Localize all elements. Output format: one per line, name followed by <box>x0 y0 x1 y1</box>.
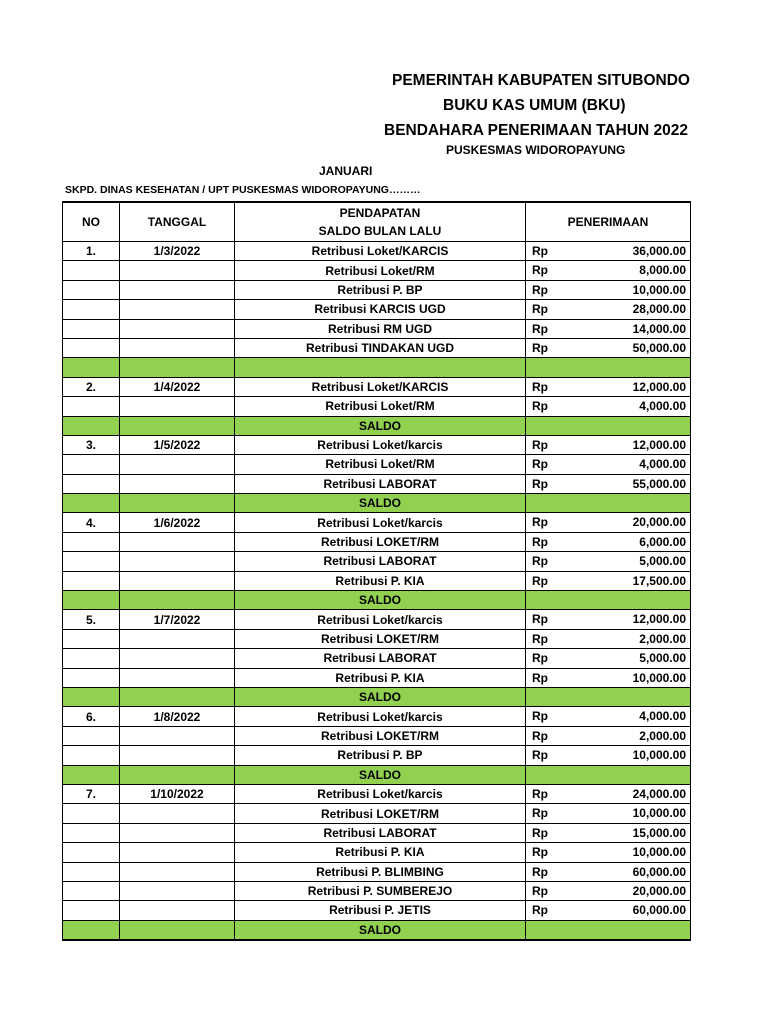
cell-keterangan: Retribusi LOKET/RM <box>235 532 526 551</box>
currency-label: Rp <box>532 864 548 879</box>
cell-penerimaan <box>526 804 691 823</box>
cell-penerimaan <box>526 591 691 610</box>
cell-tanggal: 1/10/2022 <box>120 784 235 803</box>
cell-no <box>63 338 120 357</box>
cell-tanggal <box>120 280 235 299</box>
cell-penerimaan <box>526 649 691 668</box>
cell-penerimaan <box>526 920 691 940</box>
document-title-1: PEMERINTAH KABUPATEN SITUBONDO <box>392 72 690 89</box>
cell-tanggal <box>120 881 235 900</box>
cell-keterangan: Retribusi LOKET/RM <box>235 726 526 745</box>
skpd-label: SKPD. DINAS KESEHATAN / UPT PUSKESMAS WIDOROPAYUNG……… <box>65 184 421 196</box>
table-row <box>63 668 691 687</box>
table-row <box>63 513 691 532</box>
currency-label: Rp <box>532 612 548 627</box>
currency-label: Rp <box>532 903 548 918</box>
cell-no <box>63 746 120 765</box>
cell-saldo-label: SALDO <box>235 494 526 513</box>
col-header-pendapatan <box>235 202 526 242</box>
table-row <box>63 552 691 571</box>
currency-label: Rp <box>532 825 548 840</box>
amount-value: 12,000.00 <box>632 437 686 452</box>
cell-tanggal <box>120 687 235 706</box>
table-row <box>63 629 691 648</box>
cell-keterangan: Retribusi Loket/karcis <box>235 435 526 454</box>
cell-no <box>63 532 120 551</box>
cell-no <box>63 591 120 610</box>
cell-tanggal <box>120 455 235 474</box>
cell-penerimaan <box>526 629 691 648</box>
cell-keterangan: Retribusi RM UGD <box>235 319 526 338</box>
document-subtitle-puskesmas: PUSKESMAS WIDOROPAYUNG <box>446 143 626 157</box>
cell-tanggal: 1/8/2022 <box>120 707 235 726</box>
cell-no <box>63 687 120 706</box>
cell-tanggal: 1/5/2022 <box>120 435 235 454</box>
cell-saldo-label: SALDO <box>235 765 526 784</box>
cell-penerimaan <box>526 862 691 881</box>
cell-no <box>63 804 120 823</box>
cell-keterangan: Retribusi Loket/RM <box>235 455 526 474</box>
amount-value: 5,000.00 <box>639 554 686 569</box>
cell-penerimaan <box>526 765 691 784</box>
amount-value: 20,000.00 <box>632 883 686 898</box>
amount-value: 14,000.00 <box>632 321 686 336</box>
cell-penerimaan <box>526 280 691 299</box>
cell-no <box>63 629 120 648</box>
currency-label: Rp <box>532 534 548 549</box>
cell-penerimaan <box>526 668 691 687</box>
cell-tanggal <box>120 920 235 940</box>
cell-penerimaan <box>526 532 691 551</box>
document-title-3: BENDAHARA PENERIMAAN TAHUN 2022 <box>384 122 689 139</box>
cell-keterangan: Retribusi LOKET/RM <box>235 804 526 823</box>
cell-penerimaan <box>526 707 691 726</box>
cell-saldo-label: SALDO <box>235 416 526 435</box>
cell-penerimaan <box>526 901 691 920</box>
cell-saldo-label <box>235 358 526 377</box>
cell-no <box>63 319 120 338</box>
amount-value: 2,000.00 <box>639 631 686 646</box>
cell-penerimaan <box>526 242 691 261</box>
cell-keterangan: Retribusi P. KIA <box>235 668 526 687</box>
cell-saldo-label: SALDO <box>235 920 526 940</box>
cell-no: 7. <box>63 784 120 803</box>
amount-value: 8,000.00 <box>639 263 686 278</box>
cell-keterangan: Retribusi P. JETIS <box>235 901 526 920</box>
cell-tanggal <box>120 629 235 648</box>
table-row <box>63 571 691 590</box>
cell-keterangan: Retribusi Loket/karcis <box>235 784 526 803</box>
cell-tanggal <box>120 726 235 745</box>
cell-no <box>63 474 120 493</box>
currency-label: Rp <box>532 748 548 763</box>
cell-no: 2. <box>63 377 120 396</box>
cell-tanggal <box>120 494 235 513</box>
cell-tanggal <box>120 416 235 435</box>
currency-label: Rp <box>532 379 548 394</box>
currency-label: Rp <box>532 321 548 336</box>
month-label: JANUARI <box>319 164 373 178</box>
currency-label: Rp <box>532 244 548 258</box>
cell-keterangan: Retribusi P. BP <box>235 746 526 765</box>
cell-no: 3. <box>63 435 120 454</box>
table-row <box>63 804 691 823</box>
amount-value: 55,000.00 <box>632 476 686 491</box>
cell-keterangan: Retribusi Loket/karcis <box>235 610 526 629</box>
amount-value: 10,000.00 <box>632 845 686 860</box>
table-row <box>63 610 691 629</box>
table-row <box>63 474 691 493</box>
cell-tanggal <box>120 397 235 416</box>
cell-tanggal <box>120 338 235 357</box>
currency-label: Rp <box>532 786 548 801</box>
table-row <box>63 319 691 338</box>
table-row <box>63 862 691 881</box>
currency-label: Rp <box>532 476 548 491</box>
table-header-row <box>63 202 691 242</box>
cell-keterangan: Retribusi Loket/KARCIS <box>235 242 526 261</box>
table-row <box>63 784 691 803</box>
cell-no <box>63 920 120 940</box>
cell-no <box>63 881 120 900</box>
cell-tanggal <box>120 765 235 784</box>
cell-penerimaan <box>526 435 691 454</box>
cell-no: 6. <box>63 707 120 726</box>
amount-value: 12,000.00 <box>632 379 686 394</box>
cell-penerimaan <box>526 455 691 474</box>
currency-label: Rp <box>532 728 548 743</box>
amount-value: 10,000.00 <box>632 748 686 763</box>
cell-tanggal <box>120 358 235 377</box>
cell-penerimaan <box>526 687 691 706</box>
table-row <box>63 901 691 920</box>
currency-label: Rp <box>532 806 548 821</box>
cell-penerimaan <box>526 881 691 900</box>
cell-no <box>63 300 120 319</box>
cell-keterangan: Retribusi P. BLIMBING <box>235 862 526 881</box>
cell-keterangan: Retribusi Loket/RM <box>235 261 526 280</box>
cell-tanggal <box>120 649 235 668</box>
currency-label: Rp <box>532 554 548 569</box>
currency-label: Rp <box>532 457 548 472</box>
cell-no <box>63 261 120 280</box>
amount-value: 10,000.00 <box>632 806 686 821</box>
table-row <box>63 455 691 474</box>
saldo-row <box>63 358 691 377</box>
amount-value: 5,000.00 <box>639 651 686 666</box>
cell-keterangan: Retribusi Loket/RM <box>235 397 526 416</box>
cell-keterangan: Retribusi LABORAT <box>235 474 526 493</box>
cell-keterangan: Retribusi TINDAKAN UGD <box>235 338 526 357</box>
cell-no: 1. <box>63 242 120 261</box>
amount-value: 17,500.00 <box>632 573 686 588</box>
currency-label: Rp <box>532 883 548 898</box>
cell-tanggal <box>120 843 235 862</box>
col-header-penerimaan: PENERIMAAN <box>526 202 691 242</box>
amount-value: 15,000.00 <box>632 825 686 840</box>
cell-keterangan: Retribusi LOKET/RM <box>235 629 526 648</box>
saldo-row <box>63 416 691 435</box>
cell-tanggal: 1/3/2022 <box>120 242 235 261</box>
amount-value: 28,000.00 <box>632 302 686 317</box>
currency-label: Rp <box>532 515 548 530</box>
cell-no <box>63 823 120 842</box>
table-row <box>63 377 691 396</box>
saldo-row <box>63 591 691 610</box>
amount-value: 4,000.00 <box>639 709 686 724</box>
table-row <box>63 823 691 842</box>
currency-label: Rp <box>532 670 548 685</box>
cell-tanggal <box>120 668 235 687</box>
col-header-pendapatan-label: PENDAPATAN <box>339 206 421 220</box>
cell-keterangan: Retribusi LABORAT <box>235 823 526 842</box>
saldo-row <box>63 687 691 706</box>
cell-tanggal <box>120 474 235 493</box>
cell-penerimaan <box>526 300 691 319</box>
table-row <box>63 746 691 765</box>
cell-no <box>63 455 120 474</box>
cell-tanggal <box>120 571 235 590</box>
cell-penerimaan <box>526 474 691 493</box>
cell-penerimaan <box>526 726 691 745</box>
cell-penerimaan <box>526 746 691 765</box>
currency-label: Rp <box>532 340 548 355</box>
amount-value: 24,000.00 <box>632 786 686 801</box>
amount-value: 10,000.00 <box>632 282 686 297</box>
cell-penerimaan <box>526 397 691 416</box>
currency-label: Rp <box>532 263 548 278</box>
table-row <box>63 300 691 319</box>
cell-no: 5. <box>63 610 120 629</box>
cell-no <box>63 765 120 784</box>
cell-no <box>63 416 120 435</box>
amount-value: 20,000.00 <box>632 515 686 530</box>
cell-penerimaan <box>526 377 691 396</box>
cell-saldo-label: SALDO <box>235 591 526 610</box>
col-header-saldo-bulan-lalu: SALDO BULAN LALU <box>318 224 442 238</box>
currency-label: Rp <box>532 651 548 666</box>
bku-table <box>62 201 691 941</box>
amount-value: 60,000.00 <box>632 903 686 918</box>
table-row <box>63 649 691 668</box>
cell-penerimaan <box>526 358 691 377</box>
cell-keterangan: Retribusi P. KIA <box>235 571 526 590</box>
currency-label: Rp <box>532 845 548 860</box>
cell-tanggal: 1/6/2022 <box>120 513 235 532</box>
document-title-2: BUKU KAS UMUM (BKU) <box>443 97 626 114</box>
cell-keterangan: Retribusi P. KIA <box>235 843 526 862</box>
amount-value: 12,000.00 <box>632 612 686 627</box>
cell-no <box>63 862 120 881</box>
saldo-row <box>63 494 691 513</box>
cell-no <box>63 901 120 920</box>
cell-penerimaan <box>526 610 691 629</box>
cell-penerimaan <box>526 784 691 803</box>
cell-no <box>63 397 120 416</box>
cell-penerimaan <box>526 823 691 842</box>
amount-value: 50,000.00 <box>632 340 686 355</box>
cell-tanggal <box>120 591 235 610</box>
cell-penerimaan <box>526 319 691 338</box>
table-row <box>63 280 691 299</box>
table-row <box>63 261 691 280</box>
cell-no <box>63 668 120 687</box>
cell-keterangan: Retribusi KARCIS UGD <box>235 300 526 319</box>
cell-no <box>63 358 120 377</box>
cell-no <box>63 280 120 299</box>
currency-label: Rp <box>532 709 548 724</box>
table-row <box>63 397 691 416</box>
cell-tanggal <box>120 823 235 842</box>
cell-no <box>63 552 120 571</box>
table-row <box>63 435 691 454</box>
cell-penerimaan <box>526 843 691 862</box>
cell-tanggal: 1/7/2022 <box>120 610 235 629</box>
cell-no <box>63 726 120 745</box>
amount-value: 4,000.00 <box>639 399 686 414</box>
cell-no <box>63 494 120 513</box>
cell-penerimaan <box>526 571 691 590</box>
cell-tanggal <box>120 300 235 319</box>
cell-tanggal <box>120 261 235 280</box>
amount-value: 6,000.00 <box>639 534 686 549</box>
currency-label: Rp <box>532 302 548 317</box>
cell-penerimaan <box>526 513 691 532</box>
cell-penerimaan <box>526 261 691 280</box>
cell-keterangan: Retribusi P. BP <box>235 280 526 299</box>
amount-value: 60,000.00 <box>632 864 686 879</box>
col-header-tanggal: TANGGAL <box>120 202 235 242</box>
amount-value: 2,000.00 <box>639 728 686 743</box>
currency-label: Rp <box>532 399 548 414</box>
table-row <box>63 726 691 745</box>
cell-tanggal <box>120 319 235 338</box>
currency-label: Rp <box>532 631 548 646</box>
currency-label: Rp <box>532 437 548 452</box>
cell-tanggal <box>120 552 235 571</box>
cell-tanggal <box>120 862 235 881</box>
amount-value: 36,000.00 <box>632 244 686 258</box>
cell-saldo-label: SALDO <box>235 687 526 706</box>
currency-label: Rp <box>532 573 548 588</box>
cell-penerimaan <box>526 552 691 571</box>
cell-keterangan: Retribusi Loket/KARCIS <box>235 377 526 396</box>
cell-no <box>63 843 120 862</box>
cell-keterangan: Retribusi LABORAT <box>235 649 526 668</box>
table-row <box>63 242 691 261</box>
table-row <box>63 338 691 357</box>
cell-keterangan: Retribusi Loket/karcis <box>235 707 526 726</box>
table-row <box>63 843 691 862</box>
cell-tanggal <box>120 804 235 823</box>
cell-keterangan: Retribusi Loket/karcis <box>235 513 526 532</box>
cell-tanggal: 1/4/2022 <box>120 377 235 396</box>
cell-keterangan: Retribusi P. SUMBEREJO <box>235 881 526 900</box>
saldo-row <box>63 920 691 940</box>
cell-tanggal <box>120 746 235 765</box>
cell-no: 4. <box>63 513 120 532</box>
table-row <box>63 707 691 726</box>
amount-value: 10,000.00 <box>632 670 686 685</box>
cell-no <box>63 649 120 668</box>
cell-no <box>63 571 120 590</box>
table-row <box>63 881 691 900</box>
col-header-no: NO <box>63 202 120 242</box>
cell-penerimaan <box>526 338 691 357</box>
cell-keterangan: Retribusi LABORAT <box>235 552 526 571</box>
cell-tanggal <box>120 901 235 920</box>
cell-penerimaan <box>526 416 691 435</box>
currency-label: Rp <box>532 282 548 297</box>
table-row <box>63 532 691 551</box>
amount-value: 4,000.00 <box>639 457 686 472</box>
saldo-row <box>63 765 691 784</box>
cell-tanggal <box>120 532 235 551</box>
cell-penerimaan <box>526 494 691 513</box>
